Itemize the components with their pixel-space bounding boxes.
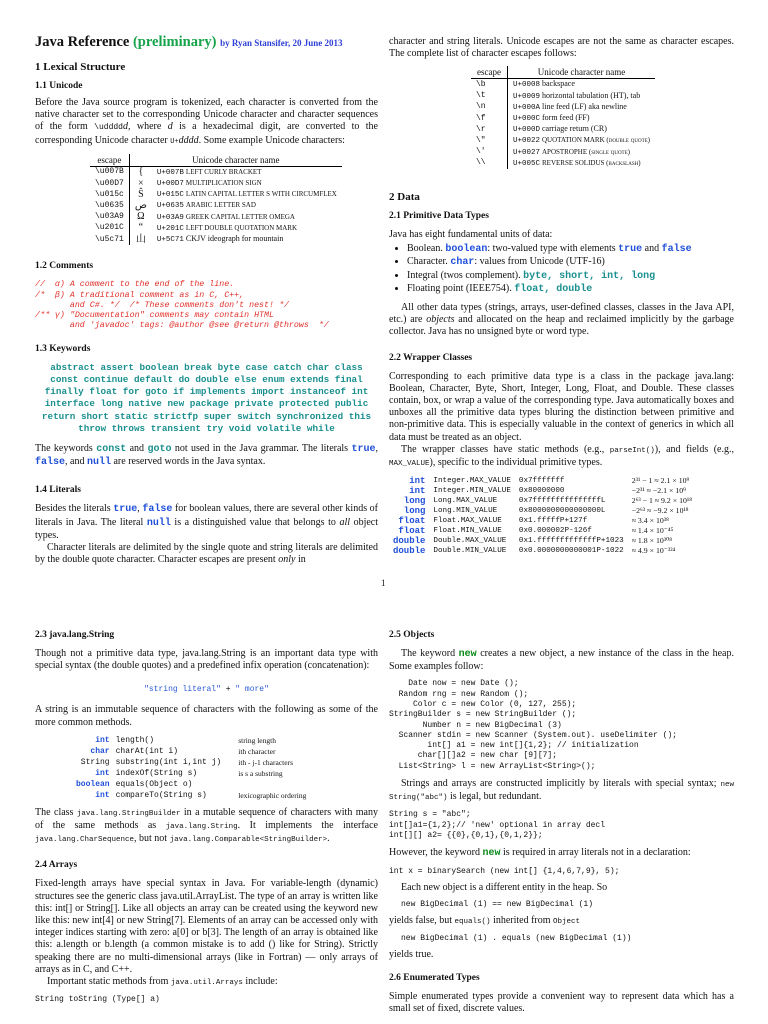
paragraph: Character literals are delimited by the single quote and string literals are delimited by the double quote character. Character escapes are present only in [35,541,378,566]
identity-code: new BigDecimal (1) == new BigDecimal (1) [401,899,594,909]
escape-cell: \b [471,79,507,91]
escape-cell: \u0635 [90,200,129,211]
type-keyword: byte, short, int, long [523,270,656,282]
paragraph: yields false, but equals() inherited from Object [389,914,581,926]
unicode-row [90,234,342,245]
literal-code [389,810,734,841]
approx-cell: ≈ 3.4 × 10³⁸ [631,516,669,526]
code-line: Scanner stdin = new Scanner (System.out). useDelimiter (); [389,730,678,740]
bullet-text: : two-valued type with elements [487,243,619,255]
escape-row [471,113,655,124]
signature-cell: substring(int i,int j) [115,757,222,767]
code-line: int[] a1 = new int[]{1,2}; // initialization [389,741,639,751]
character-escape-table [471,66,655,169]
method-row [73,790,309,801]
unicode-row [90,166,342,178]
literal-keyword: false [661,244,692,256]
field-cell: Double.MAX_VALUE [433,537,507,546]
type-cell: double [393,536,426,547]
bullet-text: and [642,243,662,255]
field-cell: Integer.MAX_VALUE [433,477,511,486]
description-cell: ith - j-1 characters [238,757,293,767]
escape-cell: \f [471,113,507,124]
name-cell [152,212,342,223]
comment-line: and C#. */ /* These comments don't nest! */ [35,300,289,310]
concat-example: "string literal" + " more" [144,685,269,695]
code-line: Date now = new Date (); [389,679,519,689]
right-column-page-2 [389,630,734,1016]
name-cell [507,102,655,113]
escape-row [471,102,655,113]
wrapper-limits-table [389,476,696,556]
escape-row [471,147,655,158]
return-type-cell: char [90,746,110,756]
bullet-text: Character. [407,256,451,268]
column-header: Unicode character name [507,66,655,79]
name-cell [507,158,655,169]
name-cell [507,124,655,135]
comment-line: // α) A comment to the end of the line. [35,280,235,290]
character-name: horizontal tabulation (HT), tab [542,90,641,100]
field-cell: Float.MIN_VALUE [433,527,502,536]
literal-cell: 0x1.fffffffffffffP+1023 [518,537,624,546]
approx-cell: −2³¹ ≈ −2.1 × 10⁹ [631,486,686,496]
literal-cell: 0x80000000 [518,487,565,496]
character-name: MULTIPLICATION SIGN [185,179,262,188]
escape-cell: \r [471,124,507,135]
arrays-code: String toString (Type[] a) [35,995,160,1005]
section-heading: 1 Lexical Structure [35,61,126,73]
column-header: escape [90,154,129,167]
code-line: Random rng = new Random (); [389,689,529,699]
signature-cell: charAt(int i) [115,746,179,756]
escape-cell: \\ [471,158,507,169]
glyph-cell: 山 [135,233,146,245]
name-cell [152,178,342,189]
description-cell: ith character [238,746,276,756]
character-name: ARABIC LETTER SAD [185,201,256,210]
escape-row [471,79,655,91]
paragraph: The keyword new creates a new object, a new instance of the class in the heap. Some examples follow: [389,648,734,673]
unicode-row [90,212,342,223]
field-cell: Integer.MIN_VALUE [433,487,511,496]
glyph-cell: { [138,166,144,178]
paragraph: All other data types (strings, arrays, user-defined classes, classes in the Java API, etc.) are objects and allocated on the heap and reclaimed implicitly by the garbage collector. Java has no unsigned byte or word type. [389,302,734,338]
character-name: APOSTROPHE (single quote) [542,147,630,156]
paragraph: Important static methods from java.util.Arrays include: [47,976,278,988]
description-cell: lexicographic ordering [238,790,307,800]
type-cell: int [409,486,426,497]
code-line: Number n = new BigDecimal (3) [389,720,562,730]
unicode-row [90,189,342,200]
type-cell: long [403,506,426,517]
glyph-cell: ص [134,199,147,211]
bullet-text: : values from Unicode (UTF-16) [474,256,605,268]
code-point: U+005C [512,159,540,168]
code-line: char[][]a2 = new char [9][7]; [389,751,558,761]
primitive-type-list [389,243,734,296]
literal-cell: 0x0.000002P-126f [518,527,592,536]
code-point: U+0008 [512,81,540,90]
name-cell [507,113,655,124]
character-name: QUOTATION MARK (double quote) [542,136,651,145]
type-keyword: float, double [514,283,593,295]
bullet-text: Boolean. [407,243,446,255]
subsection-heading: 1.1 Unicode [35,81,83,91]
page-number: 1 [381,578,386,588]
right-column-page-1 [389,36,734,556]
return-type-cell: int [95,768,110,778]
subsection-heading: 1.3 Keywords [35,343,91,354]
description-cell: is s a substring [238,768,283,778]
escape-cell: \u00D7 [90,178,129,189]
paragraph: A string is an immutable sequence of characters with the following as some of the more common methods. [35,704,378,728]
return-type-cell: int [95,790,110,800]
escape-cell: \" [471,135,507,146]
code-point: U+007B [156,168,184,177]
keyword-list: abstract assert boolean break byte case catch char class const continue default do double else enum extends final finally float for goto if implements import instanceof int interface long native new package private protected public return short static strictfp super switch synchronized this throw throws transient try void volatile while [41,361,372,434]
string-methods-table [73,735,309,801]
wrapper-row [389,506,696,516]
subsection-heading: 2.2 Wrapper Classes [389,352,473,363]
name-cell [152,200,342,211]
name-cell [152,189,342,200]
name-cell [507,79,655,91]
wrapper-row [389,516,696,526]
escape-row [471,135,655,146]
column-header: Unicode character name [129,154,342,167]
subsection-heading: 1.2 Comments [35,261,94,272]
character-name: backspace [542,79,575,89]
escape-row [471,91,655,102]
paragraph: The keywords const and goto not used in the Java grammar. The literals true, false, and null are reserved words in the Java syntax. [35,442,378,469]
wrapper-row [389,496,696,506]
approx-cell: 2⁶³ − 1 ≈ 9.2 × 10¹⁸ [631,496,692,506]
comment-line: and 'javadoc' tags: @author @see @return @throws */ [35,321,329,331]
unicode-row [90,178,342,189]
paragraph: Corresponding to each primitive data type is a class in the package java.lang: Boolean, Character, Byte, Short, Integer, Long, Float, and Double. These classes contain, box, or wrap a value of the corresponding type. Java automatically boxes and unboxes all the primitive data types bluring the distinction between primitive and non-primitive data. This is especially valuable in the context of generics in which all data must be treated as an object. [389,370,734,443]
escape-cell: \u5c71 [90,234,129,245]
signature-cell: equals(Object o) [115,779,193,789]
bullet-text: Integral (twos complement). [407,269,524,281]
code-line: String s = "abc"; [389,810,471,820]
type-cell: float [398,526,426,537]
code-line: int[][] a2= {{0},{0,1},{0,1,2}}; [389,831,543,841]
literal-keyword: true [618,244,643,256]
escape-row [471,124,655,135]
code-point: U+0027 [512,148,540,157]
character-name: CKJV ideograph for mountain [185,234,284,244]
name-cell [152,234,342,245]
method-row [73,757,309,768]
paragraph: Besides the literals true, false for boolean values, there are several other kinds of literals in Java. The literal null is a distinguished value that belongs to all object types. [35,503,379,541]
section-heading: 2 Data [389,191,420,204]
return-type-cell: int [95,735,110,745]
name-cell [507,91,655,102]
equals-code: new BigDecimal (1) . equals (new BigDecimal (1)) [401,933,632,943]
unicode-row [90,223,342,234]
description-cell: string length [238,735,276,745]
character-name: GREEK CAPITAL LETTER OMEGA [185,212,295,221]
character-name: LATIN CAPITAL LETTER S WITH CIRCUMFLEX [185,190,337,199]
signature-cell: indexOf(String s) [115,768,198,778]
comment-line: /** γ) "Documentation" comments may contain HTML [35,311,274,321]
escape-cell: \u03A9 [90,212,129,223]
method-row [73,779,309,790]
code-point: U+000D [512,126,540,135]
escape-cell: \u201C [90,223,129,234]
code-point: U+03A9 [156,213,184,222]
wrapper-row [389,526,696,536]
escape-cell: \t [471,91,507,102]
subsection-heading: 2.5 Objects [389,630,435,640]
paragraph: The class java.lang.StringBuilder in a mutable sequence of characters with many of the same methods as java.lang.String. It implements the interface java.lang.CharSequence, but not java.lang.Comparable<StringBuilder>. [35,806,378,845]
code-point: U+0009 [512,92,540,101]
literal-cell: 0x0.0000000000001P-1022 [518,547,624,556]
literal-cell: 0x1.fffffP+127f [518,517,588,526]
return-type-cell: boolean [76,779,110,789]
primitive-type-item [407,270,734,283]
character-name: carriage return (CR) [542,124,607,134]
escape-cell: \n [471,102,507,113]
array-literal-code: int x = binarySearch (new int[] {1,4,6,7,9}, 5); [389,866,620,876]
wrapper-row [389,536,696,546]
subsection-heading: 2.3 java.lang.String [35,630,115,640]
glyph-cell: Ŝ [138,188,144,200]
wrapper-row [389,546,696,556]
code-point: U+015C [156,191,184,200]
paragraph: yields true. [389,948,434,960]
column-header: escape [471,66,507,79]
method-row [73,746,309,757]
paragraph: Each new object is a different entity in the heap. So [401,881,608,893]
type-cell: double [393,546,426,557]
paragraph: Simple enumerated types provide a convenient way to represent data which has a small set of fixed, discrete values. [389,991,734,1015]
code-point: U+000C [512,115,540,124]
left-column-page-1 [35,34,378,566]
approx-cell: 2³¹ − 1 ≈ 2.1 × 10⁹ [631,476,690,486]
code-point: U+201C [156,224,184,233]
paragraph: Java has eight fundamental units of data: [389,229,553,241]
character-name: line feed (LF) aka newline [542,101,627,111]
name-cell [507,135,655,146]
name-cell [152,223,342,234]
primitive-type-item [407,283,734,296]
code-line: StringBuilder s = new StringBuilder (); [389,710,577,720]
code-line: Color c = new Color (0, 127, 255); [389,700,577,709]
glyph-cell: “ [138,222,144,234]
primitive-type-item [407,256,734,269]
literal-cell: 0x7fffffffffffffffL [518,497,606,506]
code-point: U+00D7 [156,180,184,189]
return-type-cell: String [80,757,110,767]
type-cell: float [398,516,426,527]
field-cell: Long.MAX_VALUE [433,497,498,506]
escape-row [471,158,655,169]
code-point: U+000A [512,103,540,112]
signature-cell: compareTo(String s) [115,790,207,800]
literal-cell: 0x7fffffff [518,477,565,486]
code-point: U+0635 [156,202,184,211]
glyph-cell: × [138,177,144,189]
unicode-example-table [90,154,342,245]
escape-cell: \u015c [90,189,129,200]
document-title: Java Reference (preliminary) by Ryan Stansifer, 20 June 2013 [35,34,343,50]
primitive-type-item [407,243,734,256]
glyph-cell: Ω [137,211,145,223]
code-point: U+0022 [512,137,540,146]
code-point: U+5C71 [156,236,184,245]
paragraph: Fixed-length arrays have special syntax in Java. For variable-length (dynamic) structures see the generic class java.util.ArrayList. The type of an array is written like this: int[] or String[]. Like all objects an array can be created using the keyword new like this: new int[4] or new String[7]. Elements of an array can be accessed only with integer indices starting with zero: a[0] or b[3]. The length of an array is obtained like this: a.length or b.length (a common mistake is to add () like for String). Strictly speaking there are no multi-dimensional arrays (like in Fortran) — only arrays of arrays as in C, and C++. [35,878,378,975]
character-name: LEFT CURLY BRACKET [185,167,262,176]
comment-line: /* β) A traditional comment as in C, C++, [35,290,245,300]
code-line: int[]a1={1,2};// 'new' optional in array decl [389,820,606,830]
method-row [73,768,309,779]
object-creation-code [389,679,734,772]
escape-cell: \u007B [90,166,129,178]
field-cell: Long.MIN_VALUE [433,507,498,516]
subsection-heading: 2.1 Primitive Data Types [389,211,489,222]
paragraph: Though not a primitive data type, java.lang.String is an important data type with special syntax (the double quotes) and a predefined infix operation (concatenation): [35,648,378,672]
approx-cell: ≈ 4.9 × 10⁻³²⁴ [631,546,676,556]
paragraph: Before the Java source program is tokenized, each character is converted from the native character set to the corresponding Unicode character and character sequences of the form \uddddd, where d is a hexadecimal digit, are converted to the corresponding Unicode character U+dddd. Some example Unicode characters: [35,97,378,146]
signature-cell: length() [115,735,155,745]
field-cell: Double.MIN_VALUE [433,547,507,556]
wrapper-row [389,486,696,496]
bullet-text: Floating point (IEEE754). [407,282,515,294]
approx-cell: −2⁶³ ≈ −9.2 × 10¹⁸ [631,506,689,516]
method-row [73,735,309,746]
comment-code-block [35,280,378,331]
subsection-heading: 2.6 Enumerated Types [389,973,480,984]
subsection-heading: 2.4 Arrays [35,860,78,871]
description-cell [224,779,309,790]
paragraph: character and string literals. Unicode escapes are not the same as character escapes. The complete list of character escapes follows: [389,36,734,60]
name-cell [507,147,655,158]
field-cell: Float.MAX_VALUE [433,517,502,526]
approx-cell: ≈ 1.8 × 10³⁰⁸ [631,536,672,546]
page-2 [0,612,768,1024]
type-keyword: boolean [445,244,488,256]
escape-cell: \' [471,147,507,158]
approx-cell: ≈ 1.4 × 10⁻⁴⁵ [631,526,674,536]
type-cell: int [409,476,426,487]
paragraph: The wrapper classes have static methods (e.g., parseInt()), and fields (e.g., MAX_VALUE), specific to the individual primitive types. [389,443,734,469]
character-name: REVERSE SOLIDUS (backslash) [542,158,641,167]
subsection-heading: 1.4 Literals [35,485,81,496]
character-name: form feed (FF) [542,113,590,123]
type-cell: long [403,496,426,507]
code-line: List<String> l = new ArrayList<String>(); [389,761,596,771]
name-cell [152,166,342,178]
unicode-row [90,200,342,211]
paragraph: Strings and arrays are constructed implicitly by literals with special syntax; new String("abc") is legal, but redundant. [389,778,734,803]
paragraph: However, the keyword new is required in array literals not in a declaration: [389,847,691,860]
wrapper-row [389,476,696,486]
type-keyword: char [450,257,475,269]
literal-cell: 0x8000000000000000L [518,507,606,516]
character-name: LEFT DOUBLE QUOTATION MARK [185,223,298,232]
left-column-page-2 [35,630,378,1004]
